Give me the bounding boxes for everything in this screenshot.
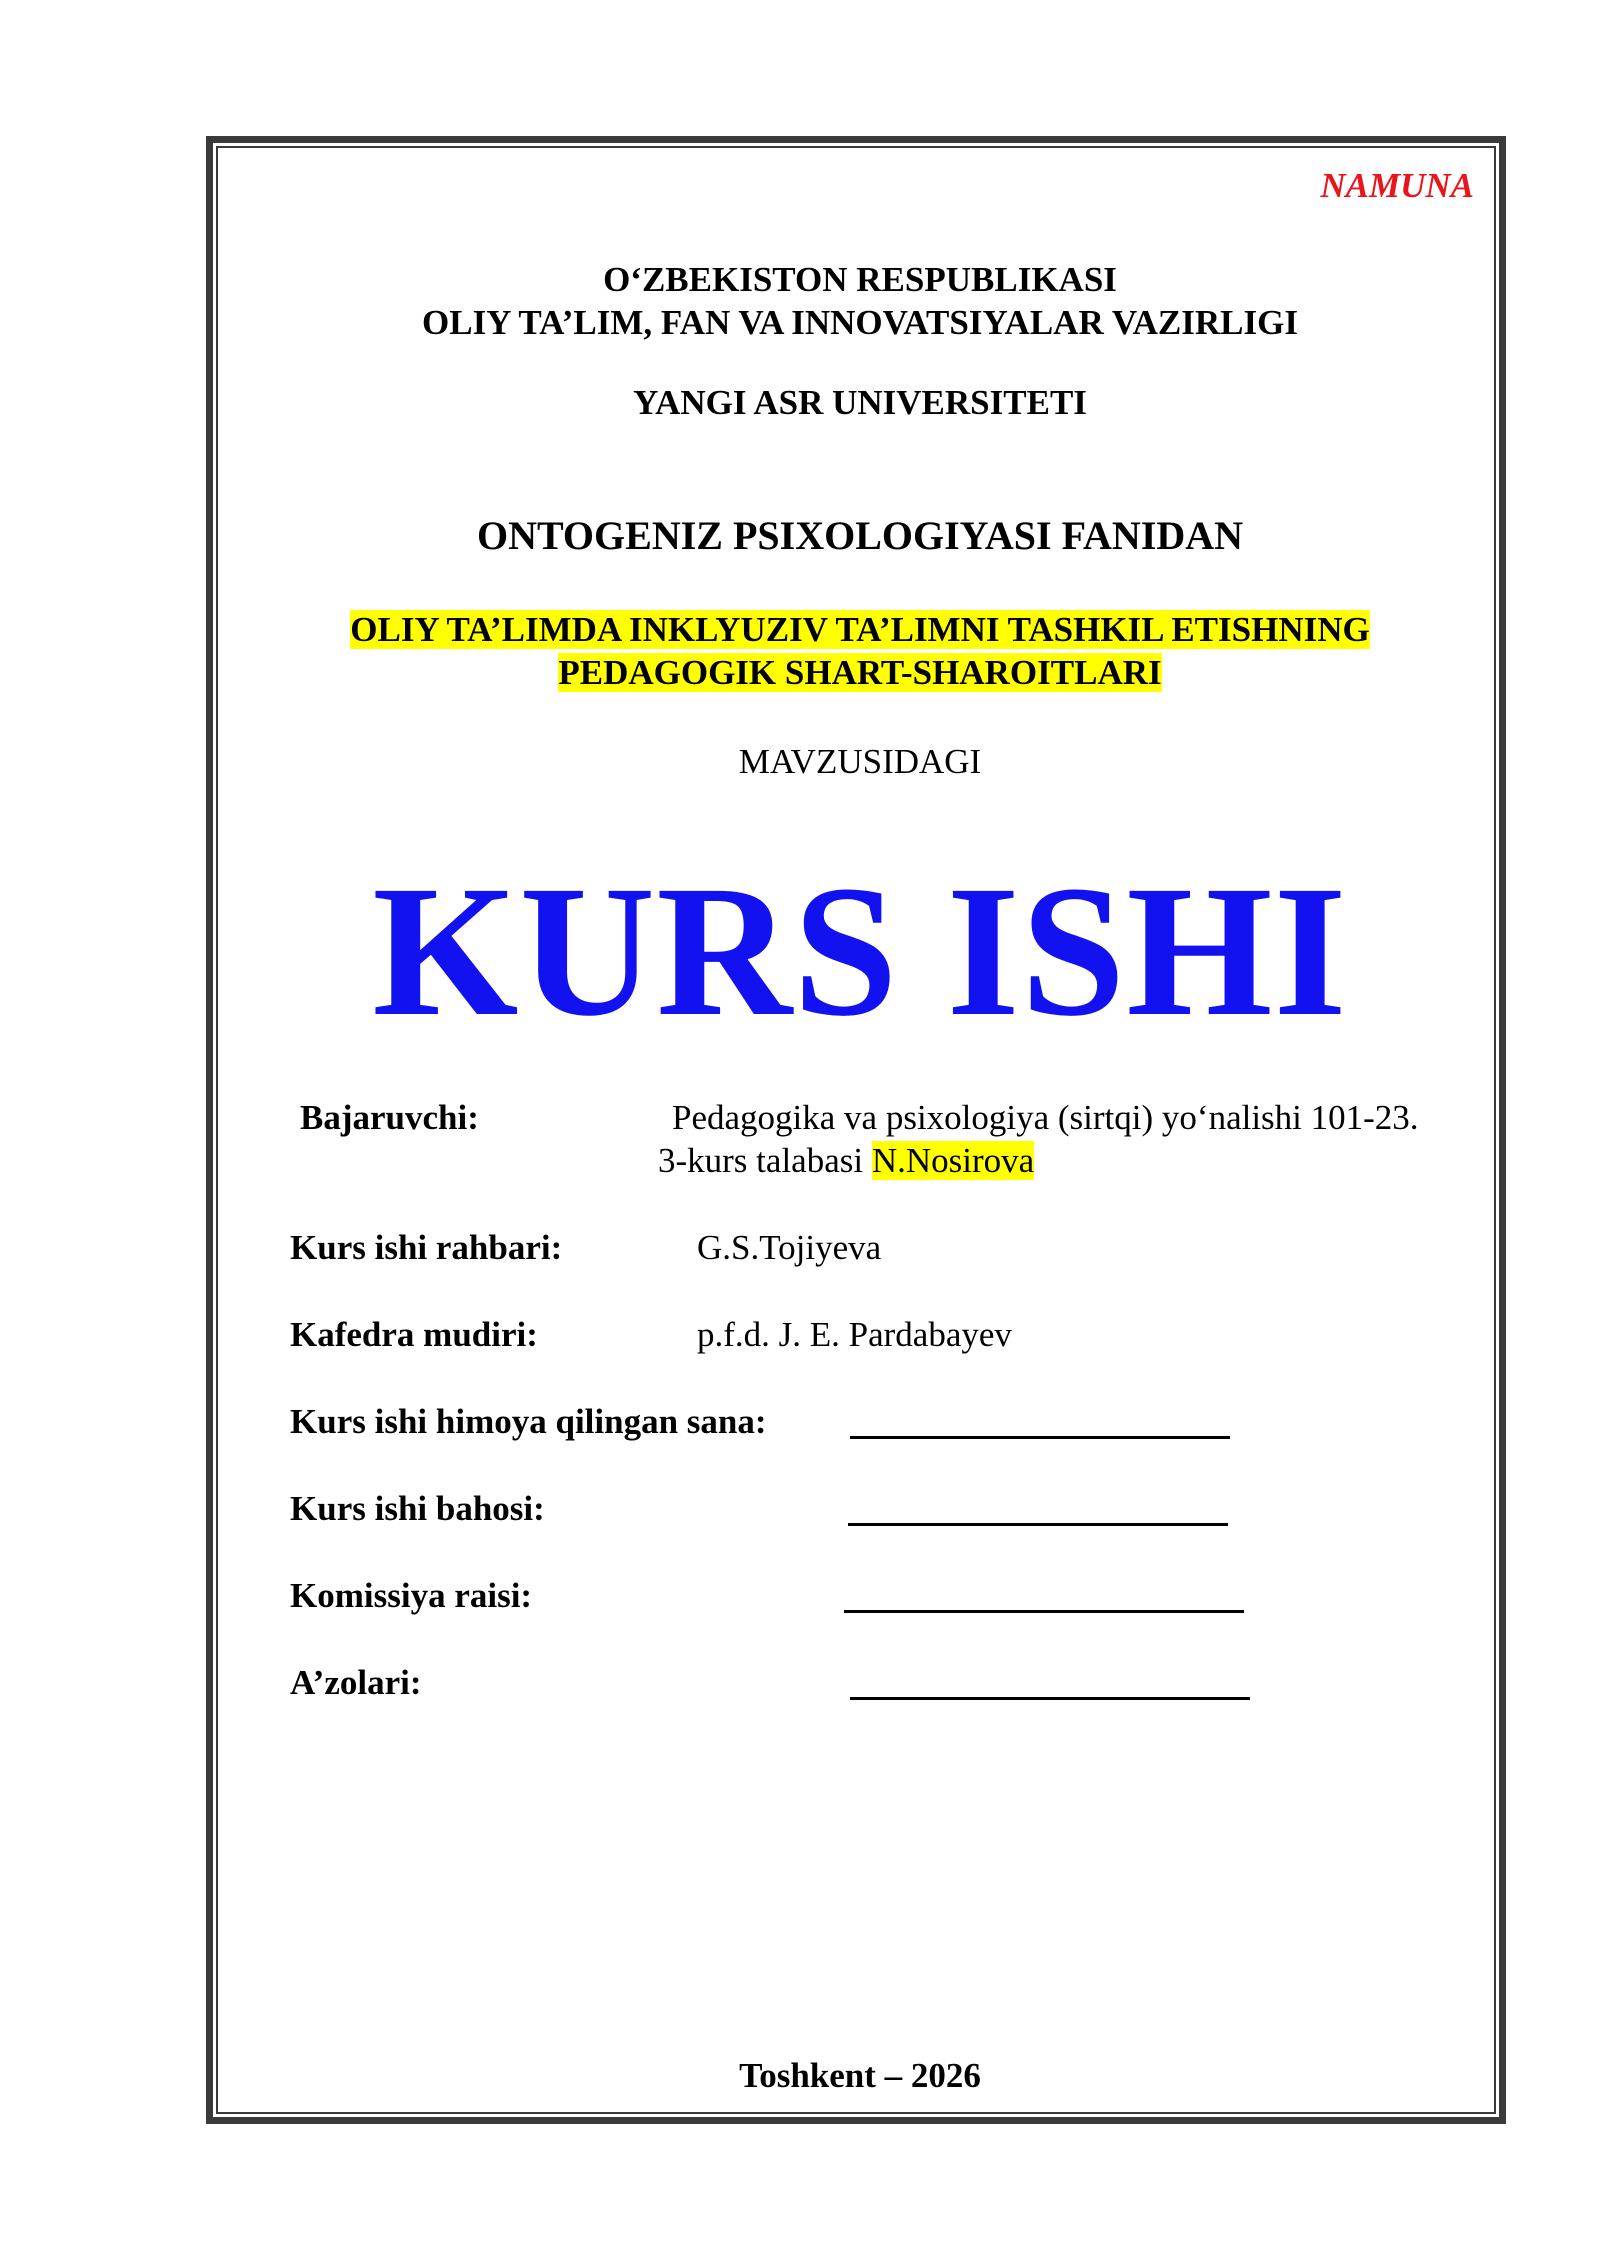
department-head-label: Kafedra mudiri:: [290, 1315, 538, 1354]
topic-line-2: [0, 653, 1600, 693]
topic-line-1-text: OLIY TA’LIMDA INKLYUZIV TA’LIMNI TASHKIL ETISHNING: [350, 610, 1370, 649]
topic-line-1: [0, 610, 1600, 650]
performer-program: Pedagogika va psixologiya (sirtqi) yo‘nalishi 101-23.: [672, 1098, 1419, 1137]
department-head-value: p.f.d. J. E. Pardabayev: [697, 1315, 1012, 1354]
subject-title: ONTOGENIZ PSIXOLOGIYASI FANIDAN: [476, 513, 1244, 558]
university-heading: YANGI ASR UNIVERSITETI: [633, 383, 1087, 422]
members-blank: [850, 1697, 1250, 1700]
country-heading: O‘ZBEKISTON RESPUBLIKASI: [603, 260, 1117, 299]
commission-chair-blank: [844, 1610, 1244, 1613]
city-year-footer: Toshkent – 2026: [739, 2056, 981, 2095]
defense-date-label: Kurs ishi himoya qilingan sana:: [290, 1402, 767, 1441]
grade-label: Kurs ishi bahosi:: [290, 1489, 545, 1528]
commission-chair-label: Komissiya raisi:: [290, 1576, 533, 1615]
supervisor-label: Kurs ishi rahbari:: [290, 1228, 563, 1267]
defense-date-blank: [850, 1436, 1230, 1439]
grade-blank: [848, 1523, 1228, 1526]
document-type-title: KURS ISHI: [372, 846, 1348, 1055]
ministry-heading: OLIY TA’LIM, FAN VA INNOVATSIYALAR VAZIRLIGI: [422, 303, 1298, 342]
topic-line-2-text: PEDAGOGIK SHART-SHAROITLARI: [558, 653, 1162, 692]
sample-stamp: NAMUNA: [1320, 166, 1474, 205]
supervisor-value: G.S.Tojiyeva: [697, 1228, 882, 1267]
topic-suffix: MAVZUSIDAGI: [738, 742, 982, 781]
performer-student: [658, 1141, 1034, 1181]
members-label: A’zolari:: [290, 1663, 422, 1702]
performer-label: Bajaruvchi:: [300, 1098, 479, 1137]
performer-student-prefix: 3-kurs talabasi: [658, 1141, 872, 1180]
performer-name: N.Nosirova: [871, 1141, 1035, 1180]
